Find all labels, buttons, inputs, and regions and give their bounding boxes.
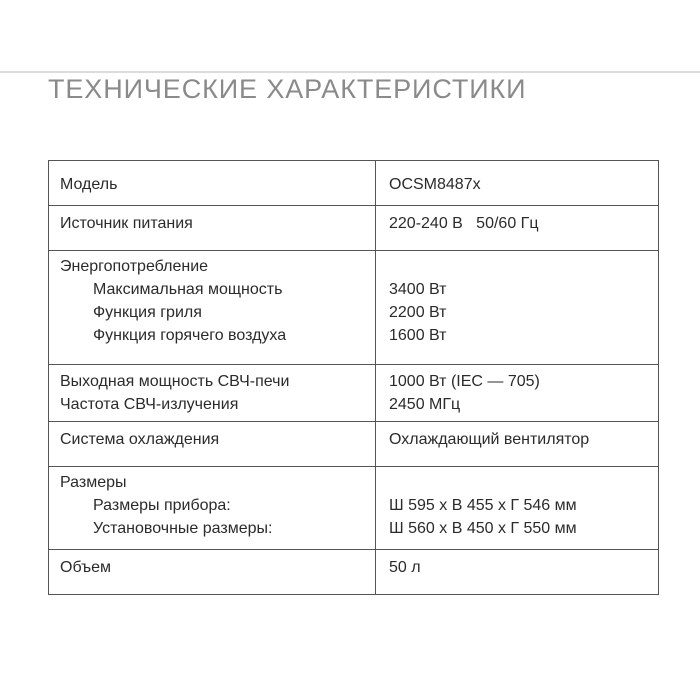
page-title: ТЕХНИЧЕСКИЕ ХАРАКТЕРИСТИКИ [48,74,527,104]
value-cell [376,251,659,365]
value-cell [376,365,659,422]
grill-function-value: 2200 Вт [389,304,447,321]
label-cell [49,206,376,251]
power-supply-label: Источник питания [60,215,193,232]
value-cell [376,206,659,251]
grill-function-label: Функция гриля [93,304,202,321]
label-cell [49,161,376,206]
hot-air-function-label: Функция горячего воздуха [93,327,287,344]
table-row-cooling-system [49,422,659,467]
label-cell [49,422,376,467]
model-value: OCSM8487x [389,176,481,193]
specifications-table [48,160,659,595]
power-supply-value: 220-240 В 50/60 Гц [389,215,539,232]
label-cell [49,365,376,422]
value-cell [376,550,659,595]
microwave-frequency-label: Частота СВЧ-излучения [60,396,239,413]
installation-dimensions-label: Установочные размеры: [93,520,273,537]
value-cell [376,161,659,206]
microwave-output-label: Выходная мощность СВЧ-печи [60,373,290,390]
table-row-dimensions [49,467,659,550]
max-power-value: 3400 Вт [389,281,447,298]
cooling-system-value: Охлаждающий вентилятор [389,431,590,448]
installation-dimensions-value: Ш 560 x В 450 x Г 550 мм [389,520,577,537]
model-label: Модель [60,176,118,193]
appliance-dimensions-label: Размеры прибора: [93,497,231,514]
table-row-model [49,161,659,206]
table-row-energy-consumption [49,251,659,365]
volume-label: Объем [60,559,111,576]
volume-value: 50 л [389,559,421,576]
value-cell [376,422,659,467]
hot-air-function-value: 1600 Вт [389,327,447,344]
value-cell [376,467,659,550]
appliance-dimensions-value: Ш 595 x В 455 x Г 546 мм [389,497,577,514]
max-power-label: Максимальная мощность [93,281,283,298]
label-cell [49,550,376,595]
label-cell [49,467,376,550]
energy-consumption-label: Энергопотребление [60,258,209,275]
top-divider [0,71,700,73]
microwave-output-value: 1000 Вт (IEC — 705) [389,373,540,390]
dimensions-label: Размеры [60,474,127,491]
cooling-system-label: Система охлаждения [60,431,220,448]
table-row-microwave-output [49,365,659,422]
table-row-volume [49,550,659,595]
table-row-power-supply [49,206,659,251]
label-cell [49,251,376,365]
microwave-frequency-value: 2450 МГц [389,396,461,413]
